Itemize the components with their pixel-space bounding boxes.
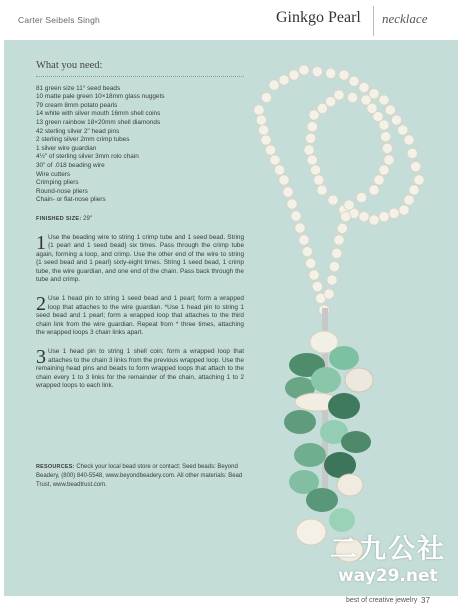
pearl bbox=[382, 143, 392, 153]
pearl bbox=[410, 161, 420, 171]
pearl bbox=[349, 76, 359, 86]
pearl bbox=[325, 68, 335, 78]
pearl bbox=[379, 165, 389, 175]
pearl bbox=[379, 95, 389, 105]
pearl bbox=[307, 121, 317, 131]
pearl bbox=[407, 148, 417, 158]
pearl bbox=[374, 175, 384, 185]
page-number: 37 bbox=[421, 596, 430, 605]
pearl bbox=[305, 133, 315, 143]
pearl bbox=[404, 195, 414, 205]
pearl bbox=[317, 185, 327, 195]
footer-text: best of creative jewelry bbox=[346, 597, 418, 604]
material-item: 79 cream 8mm potato pearls bbox=[36, 101, 118, 109]
material-item: 13 green rainbow 18×20mm shell diamonds bbox=[36, 118, 161, 126]
pearl bbox=[331, 248, 341, 258]
pearl bbox=[305, 258, 315, 268]
material-item: Chain- or flat-nose pliers bbox=[36, 196, 106, 204]
pearl bbox=[347, 92, 357, 102]
finished-size-value: 29" bbox=[83, 215, 92, 222]
pearl bbox=[299, 65, 309, 75]
page-header bbox=[0, 0, 466, 36]
pearl bbox=[391, 115, 401, 125]
pearl bbox=[328, 195, 338, 205]
resources-text: Check your local bead store or contact: Seed beads: Beyond Beadery, (800) 840-5548, www.beyondbeadery.com. All other materials: Bead Trust, www.beadtrust.com. bbox=[36, 464, 243, 488]
pearl bbox=[291, 211, 301, 221]
pearl-strand bbox=[254, 65, 424, 315]
step-2 bbox=[36, 295, 244, 338]
step-number: 1 bbox=[36, 231, 46, 254]
pearl bbox=[356, 192, 366, 202]
pearl bbox=[339, 70, 349, 80]
pearl bbox=[384, 155, 394, 165]
pearl bbox=[299, 235, 309, 245]
pearl bbox=[334, 90, 344, 100]
pearl bbox=[380, 131, 390, 141]
pearl bbox=[295, 223, 305, 233]
material-item: 1 silver wire guardian bbox=[36, 144, 97, 152]
pearl bbox=[256, 115, 266, 125]
step-text: Use the beading wire to string 1 crimp tube and 1 seed bead. String {1 pearl and 1 seed bead} six times. Pass through the crimp tube again, forming a loop, and crimp. Use the other end of the wire to string {1 seed bead and 1 pearl} sixty-eight times. String 1 seed bead, 1 crimp tube, the wire guardian, and one end of the chain. Pass back through the tube and crimp. bbox=[36, 233, 244, 284]
material-item: 81 green size 11° seed beads bbox=[36, 84, 121, 92]
pearl bbox=[379, 120, 389, 130]
project-subtitle: necklace bbox=[382, 11, 428, 26]
pearl bbox=[327, 275, 337, 285]
materials-list bbox=[36, 85, 244, 205]
pearl bbox=[379, 211, 389, 221]
pearl bbox=[324, 289, 334, 299]
pearl bbox=[289, 70, 299, 80]
step-3 bbox=[36, 348, 244, 391]
pearl bbox=[329, 261, 339, 271]
pearl bbox=[287, 199, 297, 209]
finished-size-label: FINISHED SIZE: bbox=[36, 215, 82, 222]
pearl bbox=[399, 205, 409, 215]
resources-note bbox=[36, 463, 246, 490]
pearl bbox=[279, 75, 289, 85]
pearl bbox=[389, 208, 399, 218]
pearl bbox=[359, 211, 369, 221]
author-name: Carter Seibels Singh bbox=[18, 15, 100, 25]
pearl bbox=[409, 185, 419, 195]
material-item: 10 matte pale green 10×18mm glass nuggets bbox=[36, 93, 165, 101]
instructions-column bbox=[36, 62, 244, 391]
pearl bbox=[261, 92, 271, 102]
material-item: Wire cutters bbox=[36, 170, 71, 178]
pearl bbox=[307, 155, 317, 165]
step-text: Use 1 head pin to string 1 shell coin; form a wrapped loop that attaches to the chain 3 links from the previous wrapped loop. Use the remaining head pins and beads to form wrapped loops that attach to the chain every 1 to 3 links for the remainder of the chain, attaching 1 to 2 wrapped loops to each link. bbox=[36, 348, 244, 390]
material-item: 2 sterling silver 2mm crimp tubes bbox=[36, 136, 130, 144]
heading-rule bbox=[36, 75, 244, 77]
pearl bbox=[304, 145, 314, 155]
pearl bbox=[398, 125, 408, 135]
material-item: Crimping pliers bbox=[36, 179, 79, 187]
watermark-url: way29.net bbox=[338, 566, 438, 586]
pearl bbox=[369, 215, 379, 225]
pearl bbox=[283, 187, 293, 197]
header-divider bbox=[373, 6, 374, 36]
project-title: Ginkgo Pearl bbox=[276, 9, 361, 26]
watermark-logo-text: 二九公社 bbox=[330, 534, 446, 565]
step-number: 2 bbox=[36, 293, 46, 316]
pearl bbox=[312, 281, 322, 291]
pearl bbox=[334, 235, 344, 245]
material-item: Round-nose pliers bbox=[36, 187, 88, 195]
step-number: 3 bbox=[36, 346, 46, 369]
pearl bbox=[314, 175, 324, 185]
pearl bbox=[309, 270, 319, 280]
pendant-cluster bbox=[284, 308, 373, 562]
step-text: Use 1 head pin to string 1 seed bead and 1 pearl; form a wrapped loop that attaches to the wire guardian. *Use 1 head pin to string 1 seed bead and 1 pearl; form a wrapped loop that attaches to the third chain link from the wire guardian. Repeat from * three times, attaching the wrapped loops 3 chain links apart. bbox=[36, 295, 244, 337]
pearl bbox=[270, 155, 280, 165]
pearl bbox=[404, 135, 414, 145]
pearl bbox=[279, 175, 289, 185]
pearl bbox=[385, 105, 395, 115]
pearl bbox=[414, 175, 424, 185]
pearl bbox=[340, 211, 350, 221]
pearl bbox=[261, 135, 271, 145]
material-item: 14 white with silver mouth 16mm shell coins bbox=[36, 110, 161, 118]
pearl bbox=[269, 80, 279, 90]
pearl bbox=[312, 66, 322, 76]
pearl bbox=[258, 125, 268, 135]
pearl bbox=[310, 165, 320, 175]
resources-label: RESOURCES: bbox=[36, 464, 75, 470]
pearl bbox=[369, 185, 379, 195]
finished-size bbox=[36, 215, 244, 224]
pearl bbox=[274, 165, 284, 175]
pearl bbox=[265, 145, 275, 155]
material-item: 30" of .018 beading wire bbox=[36, 161, 105, 169]
pearl bbox=[344, 200, 354, 210]
materials-heading: What you need: bbox=[36, 60, 103, 71]
material-item: 4½" of sterling silver 3mm rolo chain bbox=[36, 153, 139, 161]
material-item: 42 sterling silver 2" head pins bbox=[36, 127, 120, 135]
pearl bbox=[337, 223, 347, 233]
pearl bbox=[302, 246, 312, 256]
pearl bbox=[254, 105, 264, 115]
pearl bbox=[359, 82, 369, 92]
step-1 bbox=[36, 231, 244, 286]
